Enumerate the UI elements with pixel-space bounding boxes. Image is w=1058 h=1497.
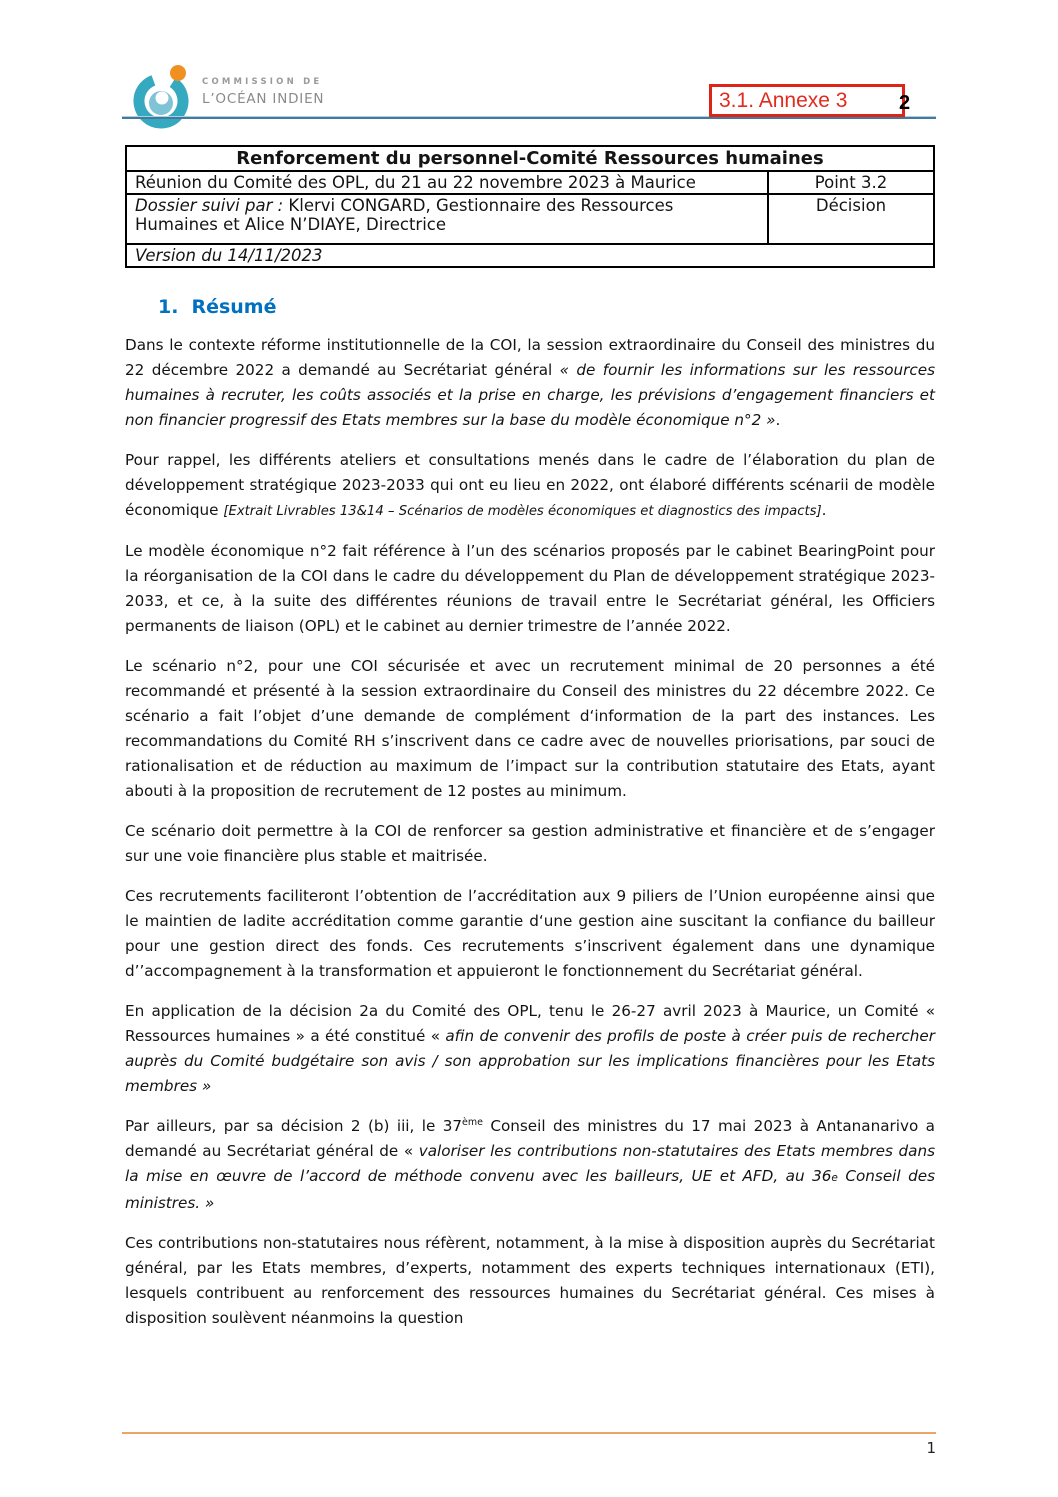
text-run: Ces contributions non-statutaires nous réfèrent, notamment, à la mise à disposition auprès du Secrétariat général, par les Etats membres, d’experts, notamment des experts techniques internationaux (ETI), lesquels contribuent au renforcement des ressources humaines du Secrétariat général. Ces mises à disposition soulèvent néanmoins la question [125,1234,935,1327]
paragraph [125,333,935,433]
paragraph [125,1231,935,1331]
text-run: Conseil des ministres du 17 mai 2023 à Antananarivo a demandé au Secrétariat général de « [125,1117,935,1160]
text-run: afin de convenir des profils de poste à créer puis de rechercher auprès du Comité budgétaire son avis / son approbation sur les implications financières pour les Etats membres » [125,1027,935,1095]
brand-line2: L’OCÉAN INDIEN [202,90,325,107]
text-run: Ces recrutements faciliteront l’obtention de l’accréditation aux 9 piliers de l’Union européenne ainsi que le maintien de ladite accréditation comme garantie d‘une gestion aine suscitant la confiance du bailleur pour une gestion direct des fonds. Ces recrutements s’inscrivent également dans une dynamique d’’accompagnement à la transformation et appuieront le fonctionnement du Secrétariat général. [125,887,935,980]
annex-stamp: 3.1. Annexe 3 [709,84,905,117]
decision-cell: Décision [768,194,934,244]
paragraph [125,884,935,984]
text-run: Conseil des ministres. » [125,1167,935,1212]
text-run: Ce scénario doit permettre à la COI de renforcer sa gestion administrative et financière et de s’engager sur une voie financière plus stable et maitrisée. [125,822,935,865]
text-run: Le modèle économique n°2 fait référence à l’un des scénarios proposés par le cabinet BearingPoint pour la réorganisation de la COI dans le cadre du développement du Plan de développement stratégique 2023-2033, et ce, à la suite des différentes réunions de travail entre le Secrétariat général, les Officiers permanents de liaison (OPL) et le cabinet au dernier trimestre de l’année 2022. [125,542,935,635]
table-row [126,244,934,267]
dossier-value: Klervi CONGARD, Gestionnaire des Ressources Humaines et Alice N’DIAYE, Directrice [135,196,674,234]
page-corner-number: 2 [899,92,911,114]
paragraph [125,539,935,639]
text-run: Par ailleurs, par sa décision 2 (b) iii, le 37 [125,1117,463,1135]
paragraph [125,999,935,1099]
dossier-cell [126,194,768,244]
text-run: Pour rappel, les différents ateliers et consultations menés dans le cadre de l’élaboration du plan de développement stratégique 2023-2033 qui ont eu lieu en 2022, ont élaboré différents scénarii de modèle économique [125,451,935,519]
coi-logo [133,60,195,136]
paragraph [125,448,935,524]
meeting-cell: Réunion du Comité des OPL, du 21 au 22 novembre 2023 à Maurice [126,171,768,194]
text-run: « de fournir les informations sur les ressources humaines à recruter, les coûts associés et la prise en charge, les prévisions d’engagement financiers et non financier progressif des Etats membres sur la base du modèle économique n°2 » [125,361,935,429]
table-row [126,194,934,244]
text-run: En application de la décision 2a du Comité des OPL, tenu le 26-27 avril 2023 à Maurice, un Comité « Ressources humaines » a été constitué « [125,1002,935,1045]
dossier-label: Dossier suivi par : [135,196,289,215]
version-cell: Version du 14/11/2023 [126,244,934,267]
section-heading [158,296,935,318]
main-content [125,145,935,1331]
table-row [126,171,934,194]
text-run: [Extrait Livrables 13&14 – Scénarios de modèles économiques et diagnostics des impacts] [223,504,822,519]
text-run: ème [462,1116,483,1128]
table-row [126,146,934,171]
text-run: . [775,411,781,429]
text-run: . [821,501,827,519]
section-number: 1. [158,296,179,318]
coi-logo-icon [133,60,195,136]
brand-text [202,77,324,108]
point-cell: Point 3.2 [768,171,934,194]
footer-rule [122,1432,936,1434]
text-run: Dans le contexte réforme institutionnelle de la COI, la session extraordinaire du Conseil des ministres du 22 décembre 2022 a demandé au Secrétariat général [125,336,935,379]
text-run: valoriser les contributions non-statutaires des Etats membres dans la mise en œuvre de l’accord de méthode convenu avec les bailleurs, UE et AFD, au 36 [125,1142,935,1185]
paragraph [125,654,935,804]
text-run: Le scénario n°2, pour une COI sécurisée et avec un recrutement minimal de 20 personnes a été recommandé et présenté à la session extraordinaire du Conseil des ministres du 22 décembre 2022. Ce scénario a fait l’objet d’une demande de complément d‘information de la part des instances. Les recommandations du Comité RH s’inscrivent dans ce cadre avec de nouvelles priorisations, par souci de rationalisation et de réduction au maximum de l’impact sur la contribution statutaire des Etats, ayant abouti à la proposition de recrutement de 12 postes au minimum. [125,657,935,800]
page-number: 1 [926,1439,936,1457]
text-run: e [831,1172,838,1184]
info-table [125,145,935,268]
brand-line1: COMMISSION DE [202,77,323,87]
header [0,0,1058,145]
section-title: Résumé [191,296,277,318]
paragraphs [125,333,935,1331]
paragraph [125,1114,935,1216]
paragraph [125,819,935,869]
table-title: Renforcement du personnel-Comité Ressources humaines [126,146,934,171]
